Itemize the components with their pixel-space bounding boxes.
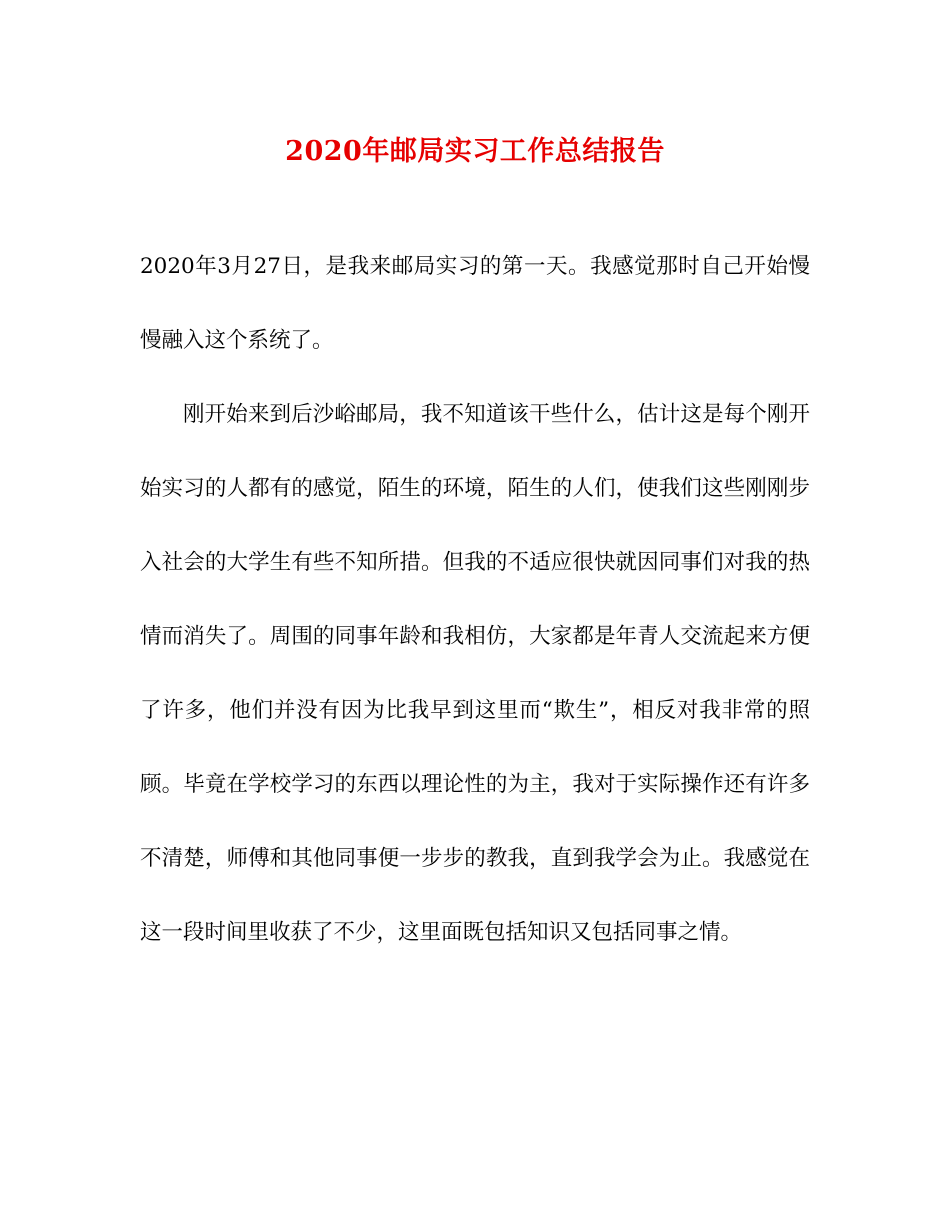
document-title: 2020年邮局实习工作总结报告 (285, 136, 665, 167)
document-body (140, 230, 810, 970)
paragraph-1: 2020年3月27日，是我来邮局实习的第一天。我感觉那时自己开始慢慢融入这个系统了。 (140, 254, 810, 353)
paragraph-2: 刚开始来到后沙峪邮局，我不知道该干些什么，估计这是每个刚开始实习的人都有的感觉，陌生的环境，陌生的人们，使我们这些刚刚步入社会的大学生有些不知所措。但我的不适应很快就因同事们对我的热情而消失了。周围的同事年龄和我相仿，大家都是年青人交流起来方便了许多，他们并没有因为比我早到这里而“欺生”，相反对我非常的照顾。毕竟在学校学习的东西以理论性的为主，我对于实际操作还有许多不清楚，师傅和其他同事便一步步的教我，直到我学会为止。我感觉在这一段时间里收获了不少，这里面既包括知识又包括同事之情。 (140, 402, 810, 945)
